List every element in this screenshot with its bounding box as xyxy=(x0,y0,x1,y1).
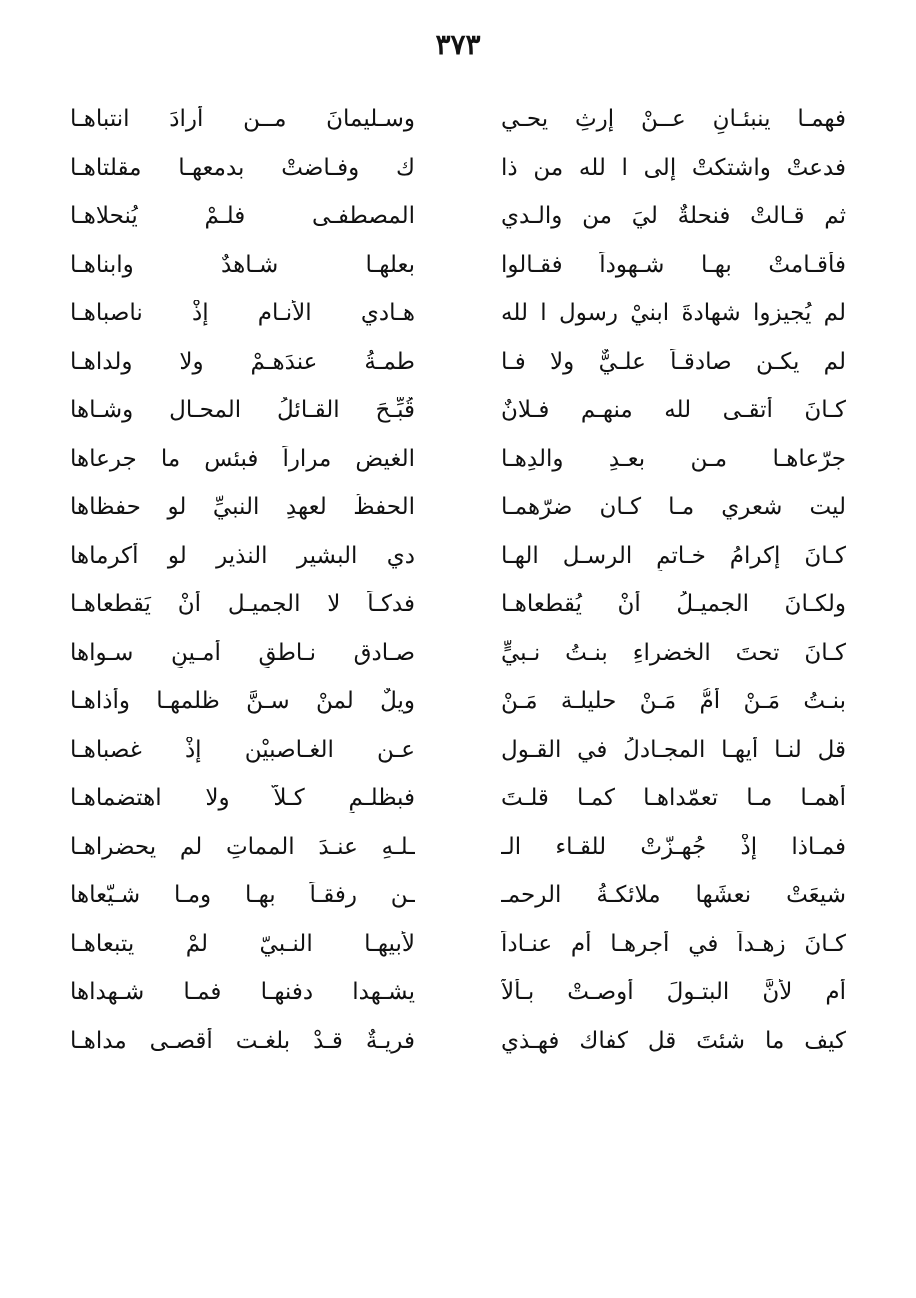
verse-line xyxy=(70,1018,846,1067)
second-hemistich: فريـةٌ قـدْ بلغـت أقصـى مداهـا xyxy=(70,1027,415,1054)
second-hemistich: فبظلـمٍ كـلاّ ولا اهتضماهـا xyxy=(70,785,415,812)
first-hemistich: ليت شعري مـا كـان ضرّهمـا xyxy=(501,494,846,521)
verse-line xyxy=(70,775,846,824)
second-hemistich: الغيض مراراً فبئس ما جرعاها xyxy=(70,445,415,472)
verse-line xyxy=(70,630,846,679)
verse-line xyxy=(70,339,846,388)
second-hemistich: بعلهـا شـاهدٌ وابناهـا xyxy=(70,251,415,278)
second-hemistich: عـن الغـاصبيْن إذْ غصباهـا xyxy=(70,736,415,763)
second-hemistich: يشـهدا دفنهـا فمـا شـهداها xyxy=(70,979,415,1006)
first-hemistich: جرّعاهـا مـن بعـدِ والدِهـا xyxy=(501,445,846,472)
first-hemistich: بنـتُ مَـنْ أمُّ مَـنْ حليلـة مَـنْ xyxy=(501,688,846,715)
second-hemistich: لأبيهـا النـبيّ لمْ يتبعاهـا xyxy=(70,930,415,957)
second-hemistich: طمـةُ عندَهـمْ ولا ولداهـا xyxy=(70,348,415,375)
verse-line xyxy=(70,533,846,582)
first-hemistich: فدعتْ واشتكتْ إلى ا لله من ذا xyxy=(501,154,846,181)
first-hemistich: أهمـا مـا تعمّداهـا كمـا قلـتَ xyxy=(501,785,846,812)
first-hemistich: ثم قـالتْ فنحلةٌ ليَ من والـدي xyxy=(501,203,846,230)
second-hemistich: ـن رفقـاً بهـا ومـا شـيّعاها xyxy=(70,882,415,909)
poem xyxy=(70,96,846,1066)
verse-line xyxy=(70,969,846,1018)
verse-line xyxy=(70,193,846,242)
first-hemistich: لم يُجيزوا شهادةَ ابنيْ رسول ا لله xyxy=(501,300,846,327)
page-number: ٣٧٣ xyxy=(435,28,481,61)
first-hemistich: فمـاذا إذْ جُهـزّتْ للقـاء الـ xyxy=(501,833,846,860)
first-hemistich: أم لأنَّ البتـولَ أوصـتْ بـألاّ xyxy=(501,979,846,1006)
verse-line xyxy=(70,96,846,145)
second-hemistich: فدكـاً لا الجميـل أنْ يَقطعاهـا xyxy=(70,591,415,618)
second-hemistich: دي البشير النذير لو أكرماها xyxy=(70,542,415,569)
second-hemistich: المصطفـى فلـمْ يُنحلاهـا xyxy=(70,203,415,230)
verse-line xyxy=(70,290,846,339)
second-hemistich: صـادق نـاطقٍ أمـينٍ سـواها xyxy=(70,639,415,666)
verse-line xyxy=(70,436,846,485)
verse-line xyxy=(70,678,846,727)
first-hemistich: كـانَ زهـداً في أجرهـا أم عنـاداً xyxy=(501,930,846,957)
second-hemistich: الحفظُ لعهدِ النبيِّ لو حفظاها xyxy=(70,494,415,521)
verse-line xyxy=(70,872,846,921)
first-hemistich: شيعَتْ نعشَها ملائكـةُ الرحمـ xyxy=(501,882,846,909)
verse-line xyxy=(70,727,846,776)
verse-line xyxy=(70,921,846,970)
verse-line xyxy=(70,824,846,873)
second-hemistich: ويلٌ لمنْ سـنَّ ظلمهـا وأذاهـا xyxy=(70,688,415,715)
second-hemistich: ـلـهِ عنـدَ المماتِ لم يحضراهـا xyxy=(70,833,415,860)
first-hemistich: لم يكـن صادقـاً علـيٌّ ولا فـا xyxy=(501,348,846,375)
first-hemistich: فهمـا ينبئـانِ عــنْ إرثِ يحـي xyxy=(501,106,846,133)
first-hemistich: ولكـانَ الجميـلُ أنْ يُقطعاهـا xyxy=(501,591,846,618)
verse-line xyxy=(70,242,846,291)
verse-line xyxy=(70,387,846,436)
first-hemistich: كـانَ إكرامُ خـاتمِ الرسـل الهـا xyxy=(501,542,846,569)
first-hemistich: كـانَ تحتَ الخضراءِ بنـتُ نـبيٍّ xyxy=(501,639,846,666)
first-hemistich: فأقـامتْ بهـا شـهوداً فقـالوا xyxy=(501,251,846,278)
second-hemistich: هـادي الأنـام إذْ ناصباهـا xyxy=(70,300,415,327)
verse-line xyxy=(70,484,846,533)
second-hemistich: ك وفـاضتْ بدمعهـا مقلتاهـا xyxy=(70,154,415,181)
second-hemistich: وسـليمانَ مــن أرادَ انتباهـا xyxy=(70,106,415,133)
second-hemistich: قُبِّـحَ القـائلُ المحـال وشـاها xyxy=(70,397,415,424)
verse-line xyxy=(70,145,846,194)
verse-line xyxy=(70,581,846,630)
first-hemistich: كـانَ أتقـى لله منهـم فـلانٌ xyxy=(501,397,846,424)
first-hemistich: قل لنـا أيهـا المجـادلُ في القـول xyxy=(501,736,846,763)
first-hemistich: كيف ما شئتَ قل كفاك فهـذي xyxy=(501,1027,846,1054)
